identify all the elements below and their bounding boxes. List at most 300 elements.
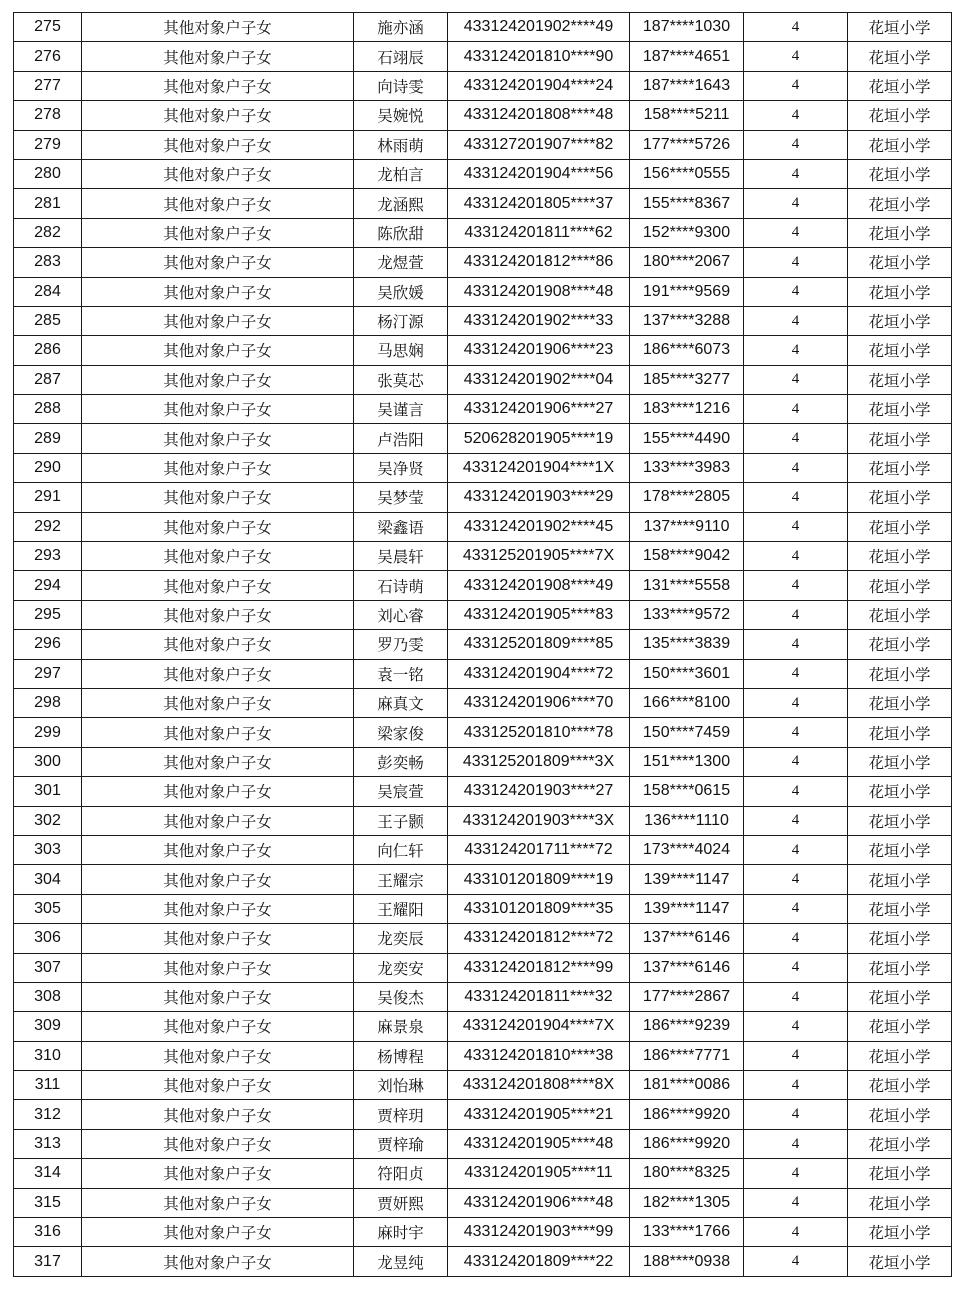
school-cell: 花垣小学 [848,13,952,42]
grade-cell: 4 [744,306,848,335]
category-cell: 其他对象户子女 [82,483,354,512]
phone-cell: 137****6146 [630,924,744,953]
row-number-cell: 276 [14,42,82,71]
phone-cell: 186****9920 [630,1129,744,1158]
table-row [14,1129,952,1158]
school-cell: 花垣小学 [848,424,952,453]
grade-cell: 4 [744,747,848,776]
student-name-cell: 向诗雯 [354,71,448,100]
phone-cell: 178****2805 [630,483,744,512]
table-row [14,395,952,424]
table-row [14,835,952,864]
student-name-cell: 刘怡琳 [354,1071,448,1100]
category-cell: 其他对象户子女 [82,600,354,629]
id-number-cell: 433125201809****85 [448,630,630,659]
student-name-cell: 吴欣媛 [354,277,448,306]
row-number-cell: 282 [14,218,82,247]
table-row [14,1188,952,1217]
table-row [14,42,952,71]
school-cell: 花垣小学 [848,718,952,747]
phone-cell: 155****8367 [630,189,744,218]
table-row [14,365,952,394]
phone-cell: 158****9042 [630,542,744,571]
row-number-cell: 295 [14,600,82,629]
category-cell: 其他对象户子女 [82,542,354,571]
school-cell: 花垣小学 [848,159,952,188]
phone-cell: 173****4024 [630,835,744,864]
student-name-cell: 梁鑫语 [354,512,448,541]
phone-cell: 136****1110 [630,806,744,835]
school-cell: 花垣小学 [848,571,952,600]
grade-cell: 4 [744,630,848,659]
row-number-cell: 315 [14,1188,82,1217]
school-cell: 花垣小学 [848,777,952,806]
school-cell: 花垣小学 [848,365,952,394]
school-cell: 花垣小学 [848,1100,952,1129]
table-row [14,512,952,541]
id-number-cell: 433124201711****72 [448,835,630,864]
school-cell: 花垣小学 [848,189,952,218]
grade-cell: 4 [744,159,848,188]
grade-cell: 4 [744,395,848,424]
id-number-cell: 433124201812****72 [448,924,630,953]
row-number-cell: 300 [14,747,82,776]
id-number-cell: 433124201902****33 [448,306,630,335]
row-number-cell: 294 [14,571,82,600]
table-row [14,688,952,717]
student-name-cell: 王子颢 [354,806,448,835]
id-number-cell: 433124201903****99 [448,1218,630,1247]
table-row [14,747,952,776]
grade-cell: 4 [744,13,848,42]
category-cell: 其他对象户子女 [82,1129,354,1158]
student-name-cell: 石翊辰 [354,42,448,71]
category-cell: 其他对象户子女 [82,630,354,659]
student-name-cell: 杨博程 [354,1041,448,1070]
student-name-cell: 彭奕畅 [354,747,448,776]
category-cell: 其他对象户子女 [82,1247,354,1276]
phone-cell: 180****8325 [630,1159,744,1188]
phone-cell: 158****5211 [630,101,744,130]
row-number-cell: 317 [14,1247,82,1276]
grade-cell: 4 [744,42,848,71]
category-cell: 其他对象户子女 [82,218,354,247]
phone-cell: 185****3277 [630,365,744,394]
phone-cell: 187****1030 [630,13,744,42]
student-name-cell: 施亦涵 [354,13,448,42]
phone-cell: 186****9920 [630,1100,744,1129]
student-name-cell: 吴宸萱 [354,777,448,806]
grade-cell: 4 [744,1071,848,1100]
table-row [14,718,952,747]
student-name-cell: 梁家俊 [354,718,448,747]
category-cell: 其他对象户子女 [82,1071,354,1100]
grade-cell: 4 [744,894,848,923]
id-number-cell: 433124201905****11 [448,1159,630,1188]
category-cell: 其他对象户子女 [82,42,354,71]
row-number-cell: 303 [14,835,82,864]
id-number-cell: 433124201908****49 [448,571,630,600]
student-name-cell: 龙奕安 [354,953,448,982]
row-number-cell: 305 [14,894,82,923]
school-cell: 花垣小学 [848,1071,952,1100]
grade-cell: 4 [744,130,848,159]
school-cell: 花垣小学 [848,1041,952,1070]
row-number-cell: 281 [14,189,82,218]
phone-cell: 187****1643 [630,71,744,100]
phone-cell: 155****4490 [630,424,744,453]
student-name-cell: 罗乃雯 [354,630,448,659]
student-name-cell: 龙昱纯 [354,1247,448,1276]
category-cell: 其他对象户子女 [82,395,354,424]
table-row [14,1247,952,1276]
grade-cell: 4 [744,688,848,717]
id-number-cell: 433125201809****3X [448,747,630,776]
student-name-cell: 石诗萌 [354,571,448,600]
school-cell: 花垣小学 [848,1218,952,1247]
phone-cell: 182****1305 [630,1188,744,1217]
school-cell: 花垣小学 [848,953,952,982]
row-number-cell: 285 [14,306,82,335]
id-number-cell: 433124201905****21 [448,1100,630,1129]
grade-cell: 4 [744,1188,848,1217]
row-number-cell: 297 [14,659,82,688]
category-cell: 其他对象户子女 [82,1218,354,1247]
table-body [14,13,952,1277]
row-number-cell: 298 [14,688,82,717]
grade-cell: 4 [744,924,848,953]
student-name-cell: 麻景泉 [354,1012,448,1041]
row-number-cell: 275 [14,13,82,42]
phone-cell: 186****6073 [630,336,744,365]
school-cell: 花垣小学 [848,835,952,864]
row-number-cell: 314 [14,1159,82,1188]
grade-cell: 4 [744,1041,848,1070]
row-number-cell: 279 [14,130,82,159]
phone-cell: 133****9572 [630,600,744,629]
id-number-cell: 433101201809****19 [448,865,630,894]
category-cell: 其他对象户子女 [82,101,354,130]
category-cell: 其他对象户子女 [82,659,354,688]
table-row [14,600,952,629]
row-number-cell: 306 [14,924,82,953]
id-number-cell: 433124201903****27 [448,777,630,806]
table-row [14,894,952,923]
table-row [14,1100,952,1129]
category-cell: 其他对象户子女 [82,1159,354,1188]
grade-cell: 4 [744,248,848,277]
grade-cell: 4 [744,953,848,982]
row-number-cell: 310 [14,1041,82,1070]
enrollment-sheet [13,12,951,1277]
row-number-cell: 312 [14,1100,82,1129]
grade-cell: 4 [744,1159,848,1188]
table-row [14,953,952,982]
phone-cell: 177****2867 [630,982,744,1011]
student-name-cell: 马思娴 [354,336,448,365]
category-cell: 其他对象户子女 [82,865,354,894]
table-row [14,777,952,806]
row-number-cell: 293 [14,542,82,571]
row-number-cell: 286 [14,336,82,365]
category-cell: 其他对象户子女 [82,777,354,806]
phone-cell: 135****3839 [630,630,744,659]
id-number-cell: 433124201809****22 [448,1247,630,1276]
school-cell: 花垣小学 [848,659,952,688]
id-number-cell: 433124201903****29 [448,483,630,512]
id-number-cell: 433124201906****48 [448,1188,630,1217]
school-cell: 花垣小学 [848,512,952,541]
table-row [14,248,952,277]
id-number-cell: 433125201810****78 [448,718,630,747]
id-number-cell: 433124201811****62 [448,218,630,247]
category-cell: 其他对象户子女 [82,189,354,218]
row-number-cell: 288 [14,395,82,424]
phone-cell: 187****4651 [630,42,744,71]
row-number-cell: 313 [14,1129,82,1158]
school-cell: 花垣小学 [848,894,952,923]
grade-cell: 4 [744,1218,848,1247]
student-name-cell: 杨汀源 [354,306,448,335]
id-number-cell: 433124201902****49 [448,13,630,42]
id-number-cell: 433124201810****38 [448,1041,630,1070]
student-name-cell: 符阳贞 [354,1159,448,1188]
student-name-cell: 龙涵熙 [354,189,448,218]
grade-cell: 4 [744,806,848,835]
id-number-cell: 433124201812****86 [448,248,630,277]
id-number-cell: 433124201904****1X [448,453,630,482]
phone-cell: 166****8100 [630,688,744,717]
table-row [14,659,952,688]
grade-cell: 4 [744,1247,848,1276]
row-number-cell: 290 [14,453,82,482]
category-cell: 其他对象户子女 [82,365,354,394]
table-row [14,218,952,247]
school-cell: 花垣小学 [848,865,952,894]
id-number-cell: 433124201904****24 [448,71,630,100]
student-name-cell: 袁一铭 [354,659,448,688]
phone-cell: 139****1147 [630,894,744,923]
table-row [14,13,952,42]
category-cell: 其他对象户子女 [82,806,354,835]
table-row [14,336,952,365]
row-number-cell: 302 [14,806,82,835]
phone-cell: 181****0086 [630,1071,744,1100]
grade-cell: 4 [744,101,848,130]
school-cell: 花垣小学 [848,248,952,277]
grade-cell: 4 [744,718,848,747]
school-cell: 花垣小学 [848,483,952,512]
category-cell: 其他对象户子女 [82,424,354,453]
category-cell: 其他对象户子女 [82,248,354,277]
school-cell: 花垣小学 [848,630,952,659]
student-name-cell: 贾梓瑜 [354,1129,448,1158]
grade-cell: 4 [744,659,848,688]
student-name-cell: 王耀宗 [354,865,448,894]
student-name-cell: 林雨萌 [354,130,448,159]
student-name-cell: 麻真文 [354,688,448,717]
id-number-cell: 433124201812****99 [448,953,630,982]
student-name-cell: 陈欣甜 [354,218,448,247]
category-cell: 其他对象户子女 [82,1041,354,1070]
table-row [14,630,952,659]
grade-cell: 4 [744,600,848,629]
row-number-cell: 287 [14,365,82,394]
school-cell: 花垣小学 [848,395,952,424]
row-number-cell: 309 [14,1012,82,1041]
table-row [14,424,952,453]
id-number-cell: 433124201808****8X [448,1071,630,1100]
grade-cell: 4 [744,218,848,247]
school-cell: 花垣小学 [848,218,952,247]
student-name-cell: 龙奕辰 [354,924,448,953]
student-name-cell: 王耀阳 [354,894,448,923]
row-number-cell: 296 [14,630,82,659]
grade-cell: 4 [744,1129,848,1158]
id-number-cell: 433124201905****83 [448,600,630,629]
id-number-cell: 433124201906****23 [448,336,630,365]
category-cell: 其他对象户子女 [82,130,354,159]
category-cell: 其他对象户子女 [82,688,354,717]
phone-cell: 156****0555 [630,159,744,188]
category-cell: 其他对象户子女 [82,306,354,335]
category-cell: 其他对象户子女 [82,953,354,982]
student-name-cell: 吴净贤 [354,453,448,482]
phone-cell: 186****9239 [630,1012,744,1041]
phone-cell: 191****9569 [630,277,744,306]
table-row [14,571,952,600]
row-number-cell: 292 [14,512,82,541]
phone-cell: 158****0615 [630,777,744,806]
grade-cell: 4 [744,277,848,306]
table-row [14,189,952,218]
table-row [14,1071,952,1100]
student-name-cell: 贾妍熙 [354,1188,448,1217]
table-row [14,453,952,482]
grade-cell: 4 [744,453,848,482]
grade-cell: 4 [744,542,848,571]
row-number-cell: 304 [14,865,82,894]
school-cell: 花垣小学 [848,747,952,776]
category-cell: 其他对象户子女 [82,13,354,42]
phone-cell: 137****3288 [630,306,744,335]
school-cell: 花垣小学 [848,130,952,159]
id-number-cell: 433124201908****48 [448,277,630,306]
id-number-cell: 433124201902****45 [448,512,630,541]
row-number-cell: 277 [14,71,82,100]
grade-cell: 4 [744,365,848,394]
category-cell: 其他对象户子女 [82,718,354,747]
student-name-cell: 向仁轩 [354,835,448,864]
table-row [14,277,952,306]
id-number-cell: 433124201810****90 [448,42,630,71]
phone-cell: 139****1147 [630,865,744,894]
id-number-cell: 433124201904****72 [448,659,630,688]
phone-cell: 150****7459 [630,718,744,747]
grade-cell: 4 [744,982,848,1011]
id-number-cell: 433124201905****48 [448,1129,630,1158]
table-row [14,71,952,100]
school-cell: 花垣小学 [848,42,952,71]
phone-cell: 183****1216 [630,395,744,424]
student-name-cell: 吴俊杰 [354,982,448,1011]
category-cell: 其他对象户子女 [82,71,354,100]
id-number-cell: 433125201905****7X [448,542,630,571]
id-number-cell: 433124201904****7X [448,1012,630,1041]
id-number-cell: 433124201808****48 [448,101,630,130]
school-cell: 花垣小学 [848,688,952,717]
school-cell: 花垣小学 [848,306,952,335]
id-number-cell: 433124201904****56 [448,159,630,188]
table-row [14,865,952,894]
id-number-cell: 433124201903****3X [448,806,630,835]
table-row [14,1041,952,1070]
id-number-cell: 520628201905****19 [448,424,630,453]
school-cell: 花垣小学 [848,542,952,571]
phone-cell: 151****1300 [630,747,744,776]
school-cell: 花垣小学 [848,1012,952,1041]
phone-cell: 137****9110 [630,512,744,541]
school-cell: 花垣小学 [848,1129,952,1158]
row-number-cell: 289 [14,424,82,453]
table-row [14,101,952,130]
school-cell: 花垣小学 [848,1188,952,1217]
row-number-cell: 283 [14,248,82,277]
school-cell: 花垣小学 [848,277,952,306]
student-name-cell: 麻时宇 [354,1218,448,1247]
id-number-cell: 433127201907****82 [448,130,630,159]
school-cell: 花垣小学 [848,806,952,835]
row-number-cell: 308 [14,982,82,1011]
category-cell: 其他对象户子女 [82,159,354,188]
category-cell: 其他对象户子女 [82,453,354,482]
table-row [14,982,952,1011]
row-number-cell: 316 [14,1218,82,1247]
phone-cell: 180****2067 [630,248,744,277]
category-cell: 其他对象户子女 [82,277,354,306]
table-row [14,306,952,335]
category-cell: 其他对象户子女 [82,982,354,1011]
school-cell: 花垣小学 [848,336,952,365]
row-number-cell: 291 [14,483,82,512]
id-number-cell: 433124201811****32 [448,982,630,1011]
school-cell: 花垣小学 [848,1247,952,1276]
row-number-cell: 280 [14,159,82,188]
table-row [14,1012,952,1041]
row-number-cell: 311 [14,1071,82,1100]
row-number-cell: 284 [14,277,82,306]
id-number-cell: 433101201809****35 [448,894,630,923]
category-cell: 其他对象户子女 [82,1100,354,1129]
grade-cell: 4 [744,71,848,100]
table-row [14,1218,952,1247]
phone-cell: 152****9300 [630,218,744,247]
table-row [14,924,952,953]
grade-cell: 4 [744,512,848,541]
grade-cell: 4 [744,1012,848,1041]
category-cell: 其他对象户子女 [82,894,354,923]
category-cell: 其他对象户子女 [82,1188,354,1217]
grade-cell: 4 [744,336,848,365]
school-cell: 花垣小学 [848,453,952,482]
grade-cell: 4 [744,424,848,453]
table-row [14,542,952,571]
student-name-cell: 吴谨言 [354,395,448,424]
row-number-cell: 299 [14,718,82,747]
category-cell: 其他对象户子女 [82,571,354,600]
grade-cell: 4 [744,835,848,864]
phone-cell: 177****5726 [630,130,744,159]
